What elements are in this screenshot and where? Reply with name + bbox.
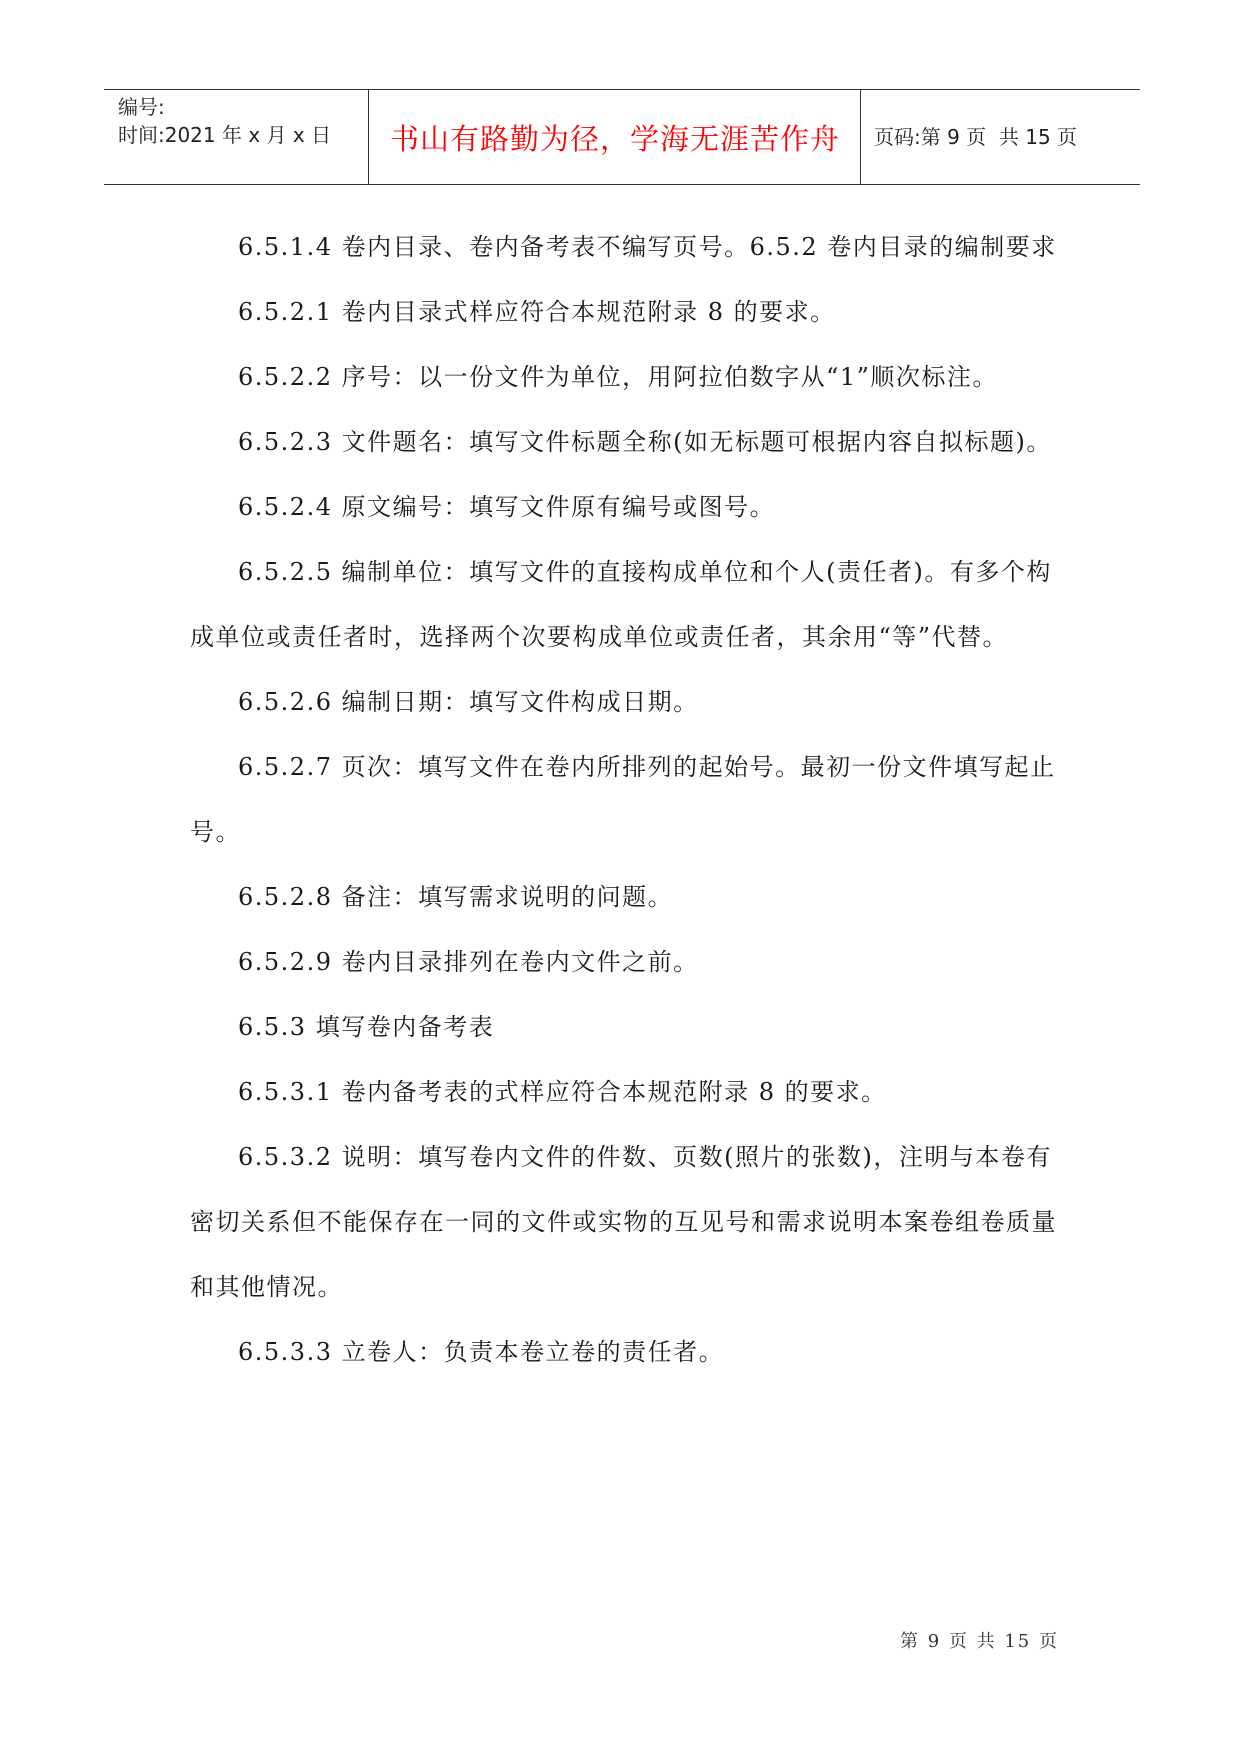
paragraph-6-5-3-3: 6.5.3.3 立卷人：负责本卷立卷的责任者。 <box>238 1338 725 1366</box>
paragraph-6-5-2-1: 6.5.2.1 卷内目录式样应符合本规范附录 8 的要求。 <box>238 298 836 326</box>
paragraph-6-5-2-9: 6.5.2.9 卷内目录排列在卷内文件之前。 <box>238 948 699 976</box>
section-heading-6-5-3: 6.5.3 填写卷内备考表 <box>238 1013 495 1041</box>
header-divider-right <box>860 90 861 184</box>
paragraph-6-5-2-5: 6.5.2.5 编制单位：填写文件的直接构成单位和个人(责任者)。有多个构成单位或责任者时，选择两个次要构成单位或责任者，其余用“等”代替。 <box>190 558 1052 651</box>
document-time-label: 时间:2021 年 x 月 x 日 <box>118 123 332 147</box>
paragraph-6-5-2-2: 6.5.2.2 序号：以一份文件为单位，用阿拉伯数字从“1”顺次标注。 <box>238 363 998 391</box>
header-page-number: 页码:第 9 页 共 15 页 <box>874 125 1078 149</box>
document-number-label: 编号: <box>118 95 165 119</box>
paragraph-6-5-3-2: 6.5.3.2 说明：填写卷内文件的件数、页数(照片的张数)，注明与本卷有密切关系但不能保存在一同的文件或实物的互见号和需求说明本案卷组卷质量和其他情况。 <box>190 1143 1057 1301</box>
paragraph-6-5-2-8: 6.5.2.8 备注：填写需求说明的问题。 <box>238 883 674 911</box>
page-footer: 第 9 页 共 15 页 <box>900 1631 1059 1652</box>
page-header <box>104 89 1140 185</box>
paragraph-6-5-2-7: 6.5.2.7 页次：填写文件在卷内所排列的起始号。最初一份文件填写起止号。 <box>190 753 1056 846</box>
header-divider-left <box>368 90 369 184</box>
header-motto: 书山有路勤为径，学海无涯苦作舟 <box>389 122 840 156</box>
paragraph-6-5-2-6: 6.5.2.6 编制日期：填写文件构成日期。 <box>238 688 699 716</box>
paragraph-6-5-2-3: 6.5.2.3 文件题名：填写文件标题全称(如无标题可根据内容自拟标题)。 <box>238 428 1052 456</box>
document-body <box>190 215 1070 1385</box>
paragraph-6-5-1-4: 6.5.1.4 卷内目录、卷内备考表不编写页号。6.5.2 卷内目录的编制要求 <box>238 233 1057 261</box>
paragraph-6-5-3-1: 6.5.3.1 卷内备考表的式样应符合本规范附录 8 的要求。 <box>238 1078 887 1106</box>
paragraph-6-5-2-4: 6.5.2.4 原文编号：填写文件原有编号或图号。 <box>238 493 776 521</box>
header-meta <box>118 93 331 149</box>
